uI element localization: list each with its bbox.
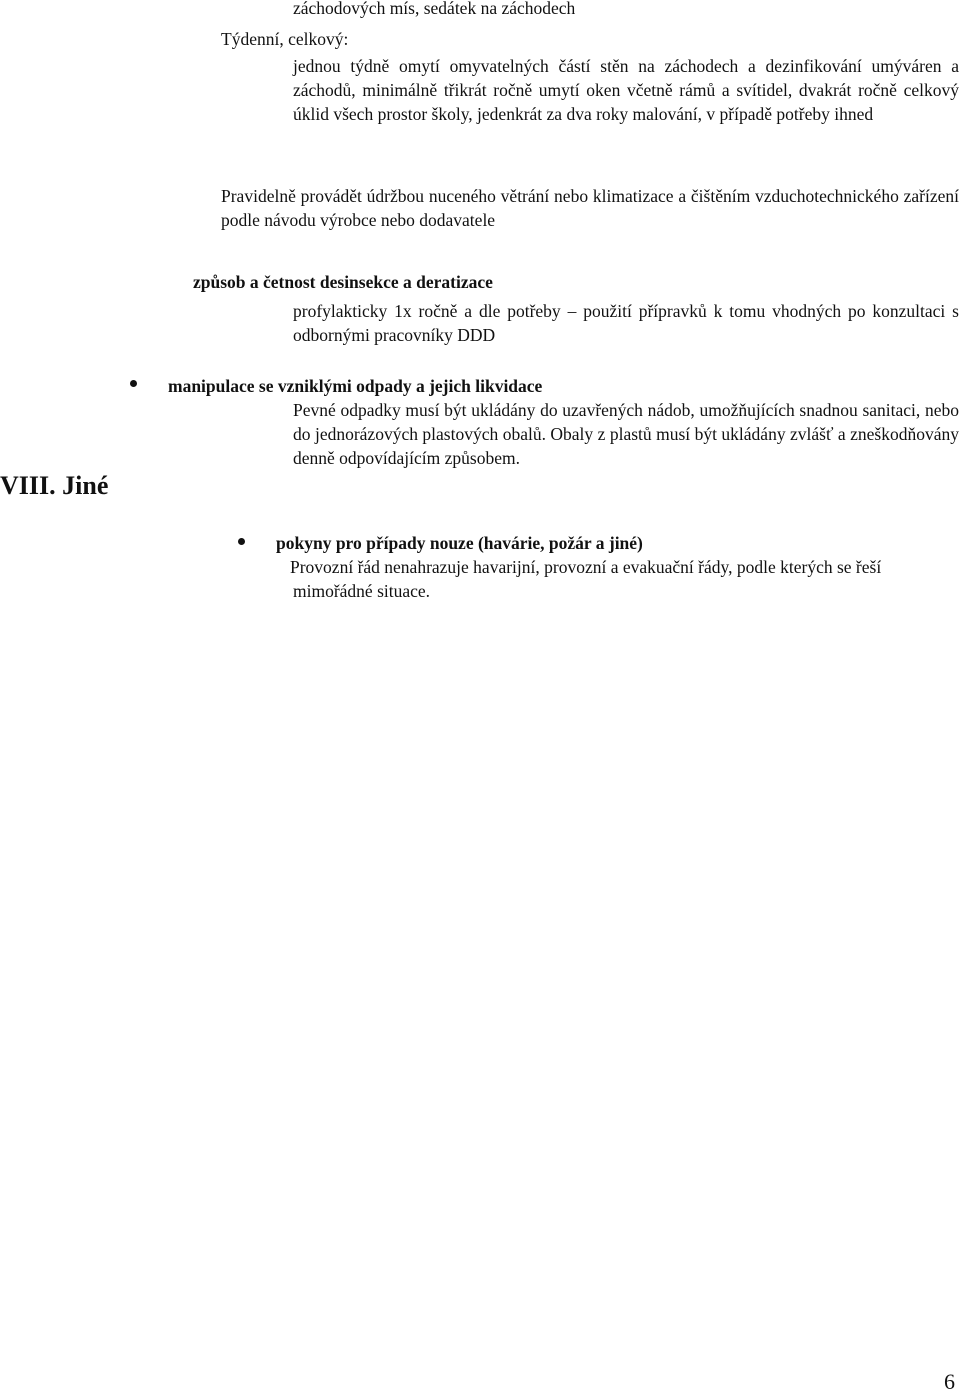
previous-page-continuation-line: záchodových mís, sedátek na záchodech [293, 0, 576, 18]
emergency-bullet-icon [238, 538, 245, 545]
emergency-text: Provozní řád nenahrazuje havarijní, provozní a evakuační řády, podle kterých se řeší mimořádné situace. [290, 557, 882, 601]
waste-text: Pevné odpadky musí být ukládány do uzavřených nádob, umožňujících snadnou sanitaci, nebo do jednorázových plastových obalů. Obaly z plastů musí být ukládány zvlášť a zneškodňovány denně odpovídajícím způsobem. [293, 400, 959, 468]
weekly-cleaning-label: Týdenní, celkový: [221, 29, 349, 49]
emergency-heading: pokyny pro případy nouze (havárie, požár a jiné) [276, 533, 643, 553]
ventilation-maintenance-text: Pravidelně provádět údržbou nuceného větrání nebo klimatizace a čištěním vzduchotechnického zařízení podle návodu výrobce nebo dodavatele [221, 186, 959, 230]
waste-heading: manipulace se vzniklými odpady a jejich likvidace [168, 376, 543, 396]
weekly-cleaning-text: jednou týdně omytí omyvatelných částí stěn na záchodech a dezinfikování umýváren a záchodů, minimálně třikrát ročně umytí oken včetně rámů a svítidel, dvakrát ročně celkový úklid všech prostor školy, jedenkrát za dva roky malování, v případě potřeby ihned [293, 56, 959, 124]
page-number: 6 [944, 1369, 955, 1394]
waste-bullet-icon [130, 380, 137, 387]
pest-control-heading: způsob a četnost desinsekce a deratizace [193, 272, 493, 292]
pest-control-text: profylakticky 1x ročně a dle potřeby – použití přípravků k tomu vhodných po konzultaci s odbornými pracovníky DDD [293, 301, 959, 345]
section-title: VIII. Jiné [0, 471, 109, 500]
